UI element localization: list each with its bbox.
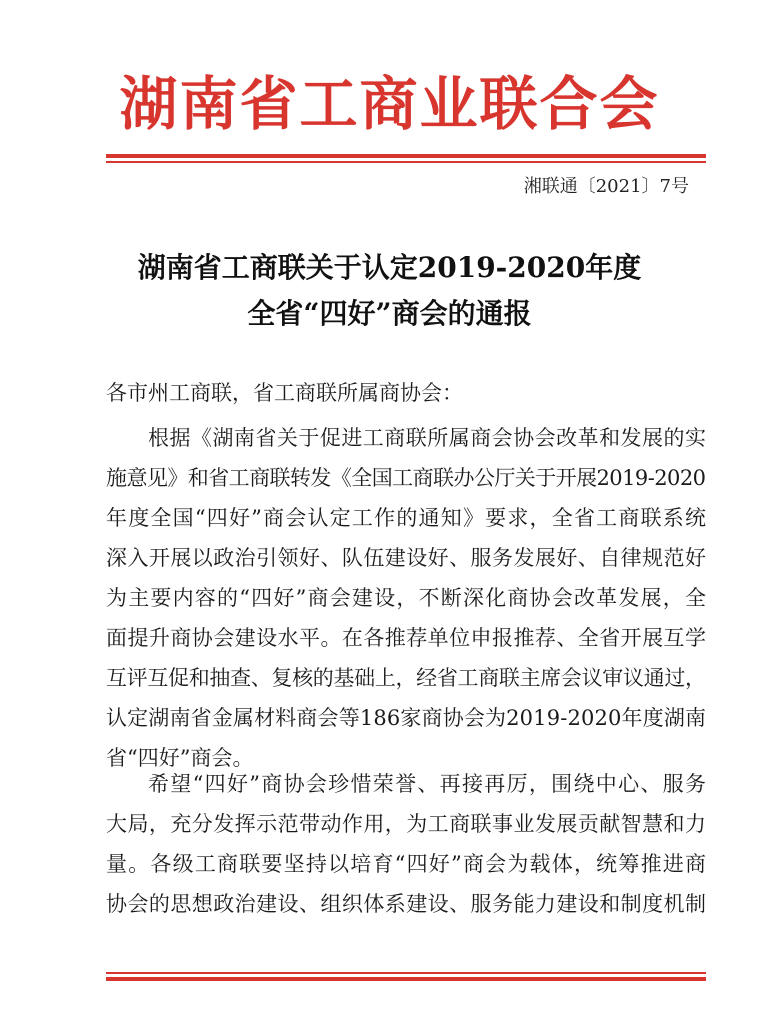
paragraph-2-line: 希望“四好”商协会珍惜荣誉、再接再厉，围绕中心、服务 xyxy=(148,772,708,796)
paragraph-1-line: 年度全国“四好”商会认定工作的通知》要求，全省工商联系统 xyxy=(106,506,708,530)
masthead-divider-thin xyxy=(106,161,706,163)
paragraph-2-line: 量。各级工商联要坚持以培育“四好”商会为载体，统筹推进商 xyxy=(106,852,708,876)
paragraph-1-line: 施意见》和省工商联转发《全国工商联办公厅关于开展2019-2020 xyxy=(106,466,706,490)
paragraph-1-line: 根据《湖南省关于促进工商联所属商会协会改革和发展的实 xyxy=(148,426,707,450)
masthead-divider-thick xyxy=(106,154,706,158)
document-number: 湘联通〔2021〕7号 xyxy=(523,176,689,197)
footer-divider-thick xyxy=(106,977,706,981)
paragraph-2 xyxy=(106,764,706,924)
paragraph-1 xyxy=(106,418,706,778)
document-title-line-1: 湖南省工商联关于认定2019-2020年度 xyxy=(137,251,642,284)
paragraph-1-line: 省“四好”商会。 xyxy=(106,746,254,770)
footer-divider-thin xyxy=(106,972,706,974)
masthead-organization-name: 湖南省工商业联合会 xyxy=(119,70,660,138)
salutation: 各市州工商联，省工商联所属商协会： xyxy=(106,381,463,405)
paragraph-1-line: 为主要内容的“四好”商会建设，不断深化商协会改革发展，全 xyxy=(106,586,708,610)
document-title-line-2: 全省“四好”商会的通报 xyxy=(247,297,532,330)
paragraph-1-line: 深入开展以政治引领好、队伍建设好、服务发展好、自律规范好 xyxy=(106,546,707,570)
paragraph-1-line: 认定湖南省金属材料商会等186家商协会为2019-2020年度湖南 xyxy=(106,706,707,730)
paragraph-1-line: 面提升商协会建设水平。在各推荐单位申报推荐、全省开展互学 xyxy=(106,626,707,650)
paragraph-2-line: 协会的思想政治建设、组织体系建设、服务能力建设和制度机制 xyxy=(106,892,707,916)
paragraph-1-line: 互评互促和抽查、复核的基础上，经省工商联主席会议审议通过， xyxy=(106,666,706,690)
paragraph-2-line: 大局，充分发挥示范带动作用，为工商联事业发展贡献智慧和力 xyxy=(106,812,707,836)
